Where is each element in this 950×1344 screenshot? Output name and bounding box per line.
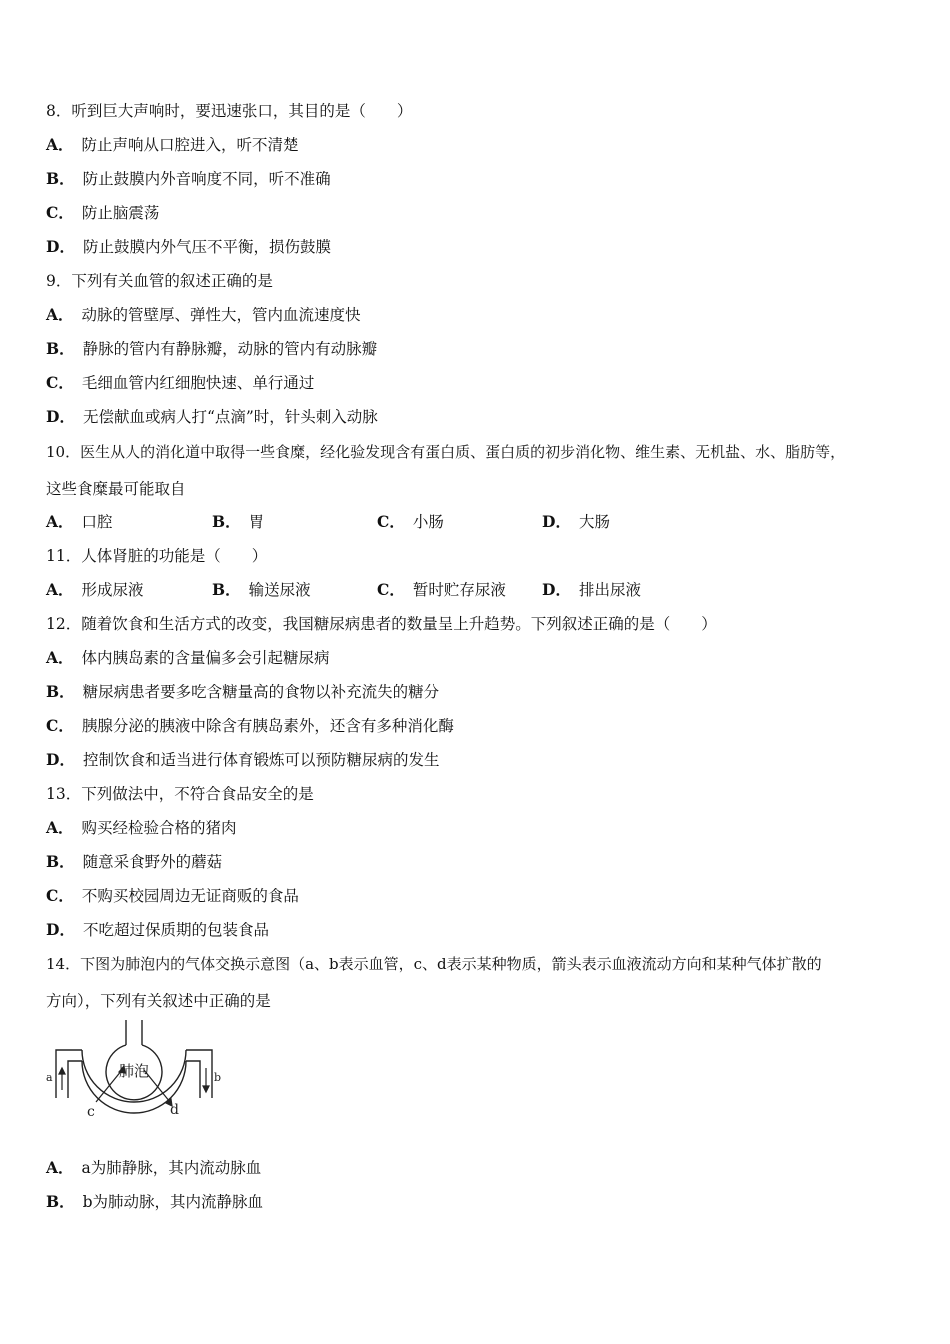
option-text: 胃 bbox=[248, 513, 265, 531]
option-text: 控制饮食和适当进行体育锻炼可以预防糖尿病的发生 bbox=[82, 751, 440, 769]
option-text: 防止脑震荡 bbox=[81, 204, 160, 222]
q10-stem-line1: 10．医生从人的消化道中取得一些食糜，经化验发现含有蛋白质、蛋白质的初步消化物、维生素、无机盐、水、脂肪等， bbox=[46, 443, 846, 461]
option-text: 防止声响从口腔进入，听不清楚 bbox=[81, 136, 299, 154]
option-text: 毛细血管内红细胞快速、单行通过 bbox=[81, 374, 315, 392]
q9-option-d[interactable] bbox=[46, 407, 378, 427]
label-d: d bbox=[170, 1102, 179, 1118]
option-text: 排出尿液 bbox=[578, 581, 641, 599]
q12-option-c[interactable] bbox=[46, 716, 454, 736]
option-text: a为肺静脉，其内流动脉血 bbox=[81, 1159, 262, 1177]
option-label: C． bbox=[46, 886, 74, 905]
q13-option-a[interactable] bbox=[46, 818, 237, 838]
option-label: D． bbox=[46, 407, 75, 426]
q12-stem: 12．随着饮食和生活方式的改变，我国糖尿病患者的数量呈上升趋势。下列叙述正确的是（ ） bbox=[46, 615, 717, 633]
option-label: C． bbox=[46, 373, 74, 392]
option-text: 不吃超过保质期的包装食品 bbox=[82, 921, 269, 939]
q9-option-a[interactable] bbox=[46, 305, 361, 325]
option-text: 随意采食野外的蘑菇 bbox=[82, 853, 223, 871]
option-label: C． bbox=[46, 716, 74, 735]
q10-option-a[interactable] bbox=[46, 512, 113, 532]
option-text: 输送尿液 bbox=[248, 581, 311, 599]
option-label: A． bbox=[46, 135, 74, 154]
q8-option-d[interactable] bbox=[46, 237, 331, 257]
q13-option-b[interactable] bbox=[46, 852, 222, 872]
q14-option-a[interactable] bbox=[46, 1158, 261, 1178]
q9-option-b[interactable] bbox=[46, 339, 377, 359]
option-text: 静脉的管内有静脉瓣，动脉的管内有动脉瓣 bbox=[82, 340, 378, 358]
option-label: D． bbox=[542, 512, 571, 531]
option-label: A． bbox=[46, 1158, 74, 1177]
option-label: C． bbox=[377, 580, 405, 599]
q10-option-c[interactable] bbox=[377, 512, 444, 532]
option-label: B． bbox=[46, 1192, 75, 1211]
q10-stem-line2: 这些食糜最可能取自 bbox=[46, 480, 186, 498]
flow-arrow-a-head bbox=[59, 1068, 65, 1074]
alveolus-label: 肺泡 bbox=[118, 1062, 150, 1080]
vessel-b-outer bbox=[186, 1050, 212, 1098]
option-text: 大肠 bbox=[578, 513, 610, 531]
option-label: A． bbox=[46, 305, 74, 324]
option-text: 购买经检验合格的猪肉 bbox=[81, 819, 237, 837]
q10-option-b[interactable] bbox=[212, 512, 264, 532]
label-b: b bbox=[214, 1071, 222, 1084]
option-label: B． bbox=[212, 512, 241, 531]
q11-stem: 11．人体肾脏的功能是（ ） bbox=[46, 547, 268, 565]
option-text: 动脉的管壁厚、弹性大，管内血流速度快 bbox=[81, 306, 361, 324]
option-text: 防止鼓膜内外音响度不同，听不准确 bbox=[82, 170, 331, 188]
q14-stem-line2: 方向），下列有关叙述中正确的是 bbox=[46, 992, 271, 1010]
option-text: 口腔 bbox=[81, 513, 113, 531]
option-text: b为肺动脉，其内流静脉血 bbox=[82, 1193, 264, 1211]
q14-stem-line1: 14．下图为肺泡内的气体交换示意图（a、b表示血管，c、d表示某种物质，箭头表示血液流动方向和某种气体扩散的 bbox=[46, 955, 822, 973]
option-text: 小肠 bbox=[412, 513, 444, 531]
q8-option-b[interactable] bbox=[46, 169, 331, 189]
option-text: 不购买校园周边无证商贩的食品 bbox=[81, 887, 299, 905]
q9-option-c[interactable] bbox=[46, 373, 314, 393]
q13-stem: 13．下列做法中，不符合食品安全的是 bbox=[46, 785, 314, 803]
label-c: c bbox=[87, 1104, 95, 1120]
option-text: 形成尿液 bbox=[81, 581, 144, 599]
option-label: B． bbox=[46, 169, 75, 188]
option-label: D． bbox=[46, 237, 75, 256]
vessel-a-inner bbox=[68, 1061, 82, 1098]
label-a: a bbox=[46, 1071, 53, 1084]
option-text: 体内胰岛素的含量偏多会引起糖尿病 bbox=[81, 649, 330, 667]
option-text: 无偿献血或病人打“点滴”时，针头刺入动脉 bbox=[82, 408, 378, 426]
option-label: B． bbox=[46, 682, 75, 701]
option-text: 暂时贮存尿液 bbox=[412, 581, 506, 599]
q11-option-b[interactable] bbox=[212, 580, 311, 600]
q10-option-d[interactable] bbox=[542, 512, 610, 532]
option-label: D． bbox=[46, 920, 75, 939]
alveolus-gas-exchange-diagram bbox=[44, 1018, 224, 1128]
q14-option-b[interactable] bbox=[46, 1192, 263, 1212]
q11-option-c[interactable] bbox=[377, 580, 506, 600]
option-label: A． bbox=[46, 818, 74, 837]
q13-option-d[interactable] bbox=[46, 920, 269, 940]
q8-option-a[interactable] bbox=[46, 135, 299, 155]
option-label: D． bbox=[542, 580, 571, 599]
q13-option-c[interactable] bbox=[46, 886, 299, 906]
option-label: B． bbox=[212, 580, 241, 599]
option-label: C． bbox=[377, 512, 405, 531]
flow-arrow-b-head bbox=[203, 1086, 209, 1092]
option-label: A． bbox=[46, 580, 74, 599]
option-text: 防止鼓膜内外气压不平衡，损伤鼓膜 bbox=[82, 238, 331, 256]
q12-option-a[interactable] bbox=[46, 648, 330, 668]
option-label: A． bbox=[46, 512, 74, 531]
option-label: C． bbox=[46, 203, 74, 222]
option-text: 糖尿病患者要多吃含糖量高的食物以补充流失的糖分 bbox=[82, 683, 440, 701]
option-text: 胰腺分泌的胰液中除含有胰岛素外，还含有多种消化酶 bbox=[81, 717, 454, 735]
vessel-b-inner bbox=[186, 1061, 200, 1098]
q12-option-b[interactable] bbox=[46, 682, 439, 702]
option-label: B． bbox=[46, 852, 75, 871]
q9-stem: 9．下列有关血管的叙述正确的是 bbox=[46, 272, 273, 290]
option-label: D． bbox=[46, 750, 75, 769]
q8-option-c[interactable] bbox=[46, 203, 159, 223]
option-label: A． bbox=[46, 648, 74, 667]
option-label: B． bbox=[46, 339, 75, 358]
q12-option-d[interactable] bbox=[46, 750, 439, 770]
q11-option-d[interactable] bbox=[542, 580, 641, 600]
q11-option-a[interactable] bbox=[46, 580, 144, 600]
q8-stem: 8．听到巨大声响时，要迅速张口，其目的是（ ） bbox=[46, 102, 413, 120]
